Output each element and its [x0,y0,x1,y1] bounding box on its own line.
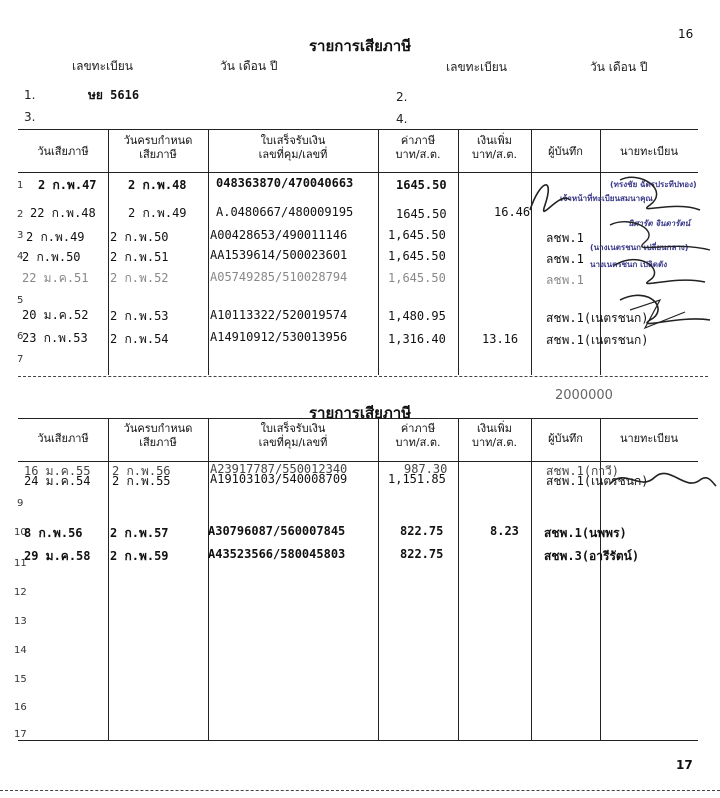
due-date: 2 ก.พ.52 [110,271,169,285]
tax-amount: 1,151.85 [388,472,446,486]
recorder: ลชพ.1 [546,273,584,287]
tax-amount: 1645.50 [396,207,447,221]
table2-top-border [18,418,698,419]
tax-amount: 1645.50 [396,178,447,192]
header-recorder: ผู้บันทึก [548,145,583,158]
section1-title: รายการเสียภาษี [309,37,412,55]
recorder: ลชพ.1 [546,252,584,266]
header-due-date-line1: วันครบกำหนด [123,422,193,435]
table2-col-divider [378,418,379,740]
section2-title: รายการเสียภาษี [309,404,412,422]
row-number: 3 [17,230,24,241]
paid-date: 16 ม.ค.55 [24,464,91,478]
table2-col-divider [458,418,459,740]
table2-col-divider [208,418,209,740]
plate-number: ษย 5616 [88,88,140,102]
header-registrar: นายทะเบียน [619,432,678,445]
tax-amount: 987.30 [404,462,448,476]
row-number: 13 [14,616,27,627]
officer-stamp: (นางเนตรชนก เปลี่ยนกลาง) [590,243,689,252]
due-date: 2 ก.พ.51 [110,250,169,264]
receipt-number: A.0480667/480009195 [216,205,354,219]
header-tax-line1: ค่าภาษี [400,134,436,147]
paid-date: 2 ก.พ.49 [26,230,85,244]
header-receipt-line1: ใบเสร็จรับเงิน [260,422,326,435]
header-tax-line2: บาท/ส.ต. [395,436,441,449]
row-number: 16 [14,702,27,713]
due-date: 2 ก.พ.56 [112,464,171,478]
table2-col-divider [531,418,532,740]
paid-date: 2 ก.พ.47 [38,178,97,192]
row-number: 5 [17,295,24,306]
receipt-number: A30796087/560007845 [208,524,346,538]
due-date: 2 ก.พ.59 [110,549,169,563]
receipt-number: AA1539614/500023601 [210,248,348,262]
receipt-number: A05749285/510028794 [210,270,348,284]
row-number: 11 [14,558,27,569]
header-surcharge-line1: เงินเพิ่ม [477,422,512,435]
table2-col-divider [108,418,109,740]
header-due-date [108,134,208,162]
receipt-number: A19103103/540008709 [210,472,348,486]
tax-amount: 1,645.50 [388,249,446,263]
signature-scribbles [500,170,720,360]
header-tax [378,422,458,450]
recorder: สชพ.1(นพพร) [544,526,627,540]
surcharge-amount: 13.16 [482,332,519,346]
recorder: สชพ.1(เนตรชนก) [546,474,649,488]
header-due-date-line2: เสียภาษี [139,436,177,449]
paid-date: 22 ม.ค.51 [22,271,89,285]
header-registrar: นายทะเบียน [619,145,678,158]
recorder: สชพ.1(กาวี) [546,464,620,478]
header-surcharge [458,134,531,162]
header-recorder: ผู้บันทึก [548,432,583,445]
paid-date: 22 ก.พ.48 [30,206,96,220]
header-paid-date: วันเสียภาษี [37,432,89,445]
row-number: 15 [14,674,27,685]
line-1: 1. [24,88,36,102]
receipt-number: A10113322/520019574 [210,308,348,322]
header-receipt [208,422,378,450]
receipt-number: A14910912/530013956 [210,330,348,344]
paid-date: 24 ม.ค.54 [24,474,91,488]
officer-stamp: นางเนตรชนก เปลิดตัง [590,260,668,269]
row-number: 10 [14,527,27,538]
receipt-number: A43523566/580045803 [208,547,346,561]
paid-date: 8 ก.พ.56 [24,526,83,540]
row-number: 7 [17,354,24,365]
due-date: 2 ก.พ.50 [110,230,169,244]
header-tax-line2: บาท/ส.ต. [395,148,441,161]
officer-stamp: นิศารัต จินดารัตน์ [628,219,691,228]
table1-top-border [18,129,698,130]
line-3: 3. [24,110,36,124]
header-due-date-line1: วันครบกำหนด [123,134,193,147]
due-date: 2 ก.พ.54 [110,332,169,346]
header-surcharge-line1: เงินเพิ่ม [477,134,512,147]
date-label-right: วัน เดือน ปี [590,60,648,74]
table1-col-divider [378,129,379,375]
table1-bottom-border [18,376,708,377]
receipt-number: 048363870/470040663 [216,176,354,190]
row-number: 14 [14,645,27,656]
page-number-top: 16 [678,27,694,41]
date-label-left: วัน เดือน ปี [220,59,278,73]
tax-amount: 1,316.40 [388,332,446,346]
reg-label-left: เลขทะเบียน [72,59,133,73]
recorder: ลชพ.1 [546,231,584,245]
table1-col-divider [208,129,209,375]
tax-amount: 822.75 [400,524,444,538]
tax-amount: 1,645.50 [388,228,446,242]
page-number-bottom: 17 [676,758,693,772]
line-4: 4. [396,112,408,126]
row-number: 4 [17,251,24,262]
header-surcharge-line2: บาท/ส.ต. [472,148,517,161]
recorder: สชพ.1(เนตรชนก) [546,311,649,325]
tax-amount: 1,480.95 [388,309,446,323]
officer-stamp: (ทรงชัย ฉัตรประทีปทอง) [610,180,697,189]
recorder: สชพ.3(อารีรัตน์) [544,549,640,563]
due-date: 2 ก.พ.53 [110,309,169,323]
tax-amount: 822.75 [400,547,444,561]
paid-date: 20 ม.ค.52 [22,308,89,322]
tax-amount: 1,645.50 [388,271,446,285]
surcharge-amount: 8.23 [490,524,519,538]
header-surcharge-line2: บาท/ส.ต. [472,436,517,449]
paid-date: 2 ก.พ.50 [22,250,81,264]
row-number: 9 [17,498,24,509]
due-date: 2 ก.พ.49 [128,206,187,220]
header-receipt-line2: เลขที่คุม/เลขที่ [258,436,328,449]
header-tax [378,134,458,162]
row-number: 12 [14,587,27,598]
header-due-date-line2: เสียภาษี [139,148,177,161]
row-number: 2 [17,209,24,220]
paid-date: 29 ม.ค.58 [24,549,91,563]
header-surcharge [458,422,531,450]
surcharge-amount: 16.46 [494,205,531,219]
recorder: สชพ.1(เนตรชนก) [546,333,649,347]
officer-stamp: เจ้าหน้าที่ทะเบียนสมนาคุณ [560,194,653,203]
header-receipt [208,134,378,162]
table1-col-divider [108,129,109,375]
paid-date: 23 ก.พ.53 [22,331,88,345]
due-date: 2 ก.พ.55 [112,474,171,488]
due-date: 2 ก.พ.57 [110,526,169,540]
table2-bottom-border [18,740,698,741]
header-paid-date: วันเสียภาษี [37,145,89,158]
line-2: 2. [396,90,408,104]
row-number: 17 [14,729,27,740]
row-number: 1 [17,180,24,191]
header-receipt-line2: เลขที่คุม/เลขที่ [258,148,328,161]
row-number: 6 [17,331,24,342]
header-tax-line1: ค่าภาษี [400,422,436,435]
table1-col-divider [458,129,459,375]
header-due-date [108,422,208,450]
header-receipt-line1: ใบเสร็จรับเงิน [260,134,326,147]
reg-label-right: เลขทะเบียน [446,60,507,74]
registrar-signature [600,462,720,502]
bleed-through-number: 2000000 [555,388,613,403]
due-date: 2 ก.พ.48 [128,178,187,192]
receipt-number: A00428653/490011146 [210,228,348,242]
page-bottom-edge [0,790,720,791]
receipt-number: A23917787/550012340 [210,462,348,476]
